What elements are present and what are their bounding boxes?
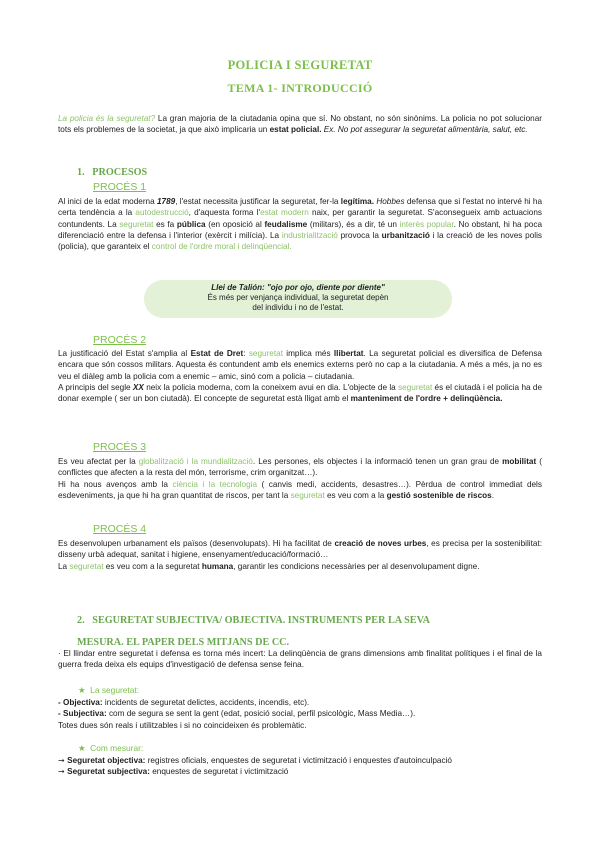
proces-1-heading: PROCÉS 1 — [93, 181, 147, 193]
arrow-icon: ➞ — [58, 756, 65, 765]
proces-3-heading: PROCÉS 3 — [93, 441, 147, 453]
section-2-paragraph: · El llindar entre seguretat i defensa es torna més incert: La delinqüència de grans dimensions amb finalitat polítiques i el final de la guerra freda deixa els equips d'investigació de defensa sense feina. — [58, 649, 542, 670]
section-2-heading: 2. SEGURETAT SUBJECTIVA/ OBJECTIVA. INSTRUMENTS PER LA SEVA MESURA. EL PAPER DELS MITJANS DE CC. — [77, 615, 430, 648]
proces-2-paragraph: La justificació del Estat s'amplia al Estat de Dret: seguretat implica més llibertat. La seguretat policial es diversifica de Defensa encara que són cossos militars. Aquesta és contundent amb els enemics externs però no cap a la ciutadania. A més a més, ja no es veu el diàleg amb la policia com a enemic – amic, sinó com a policia – ciutadania. A principis del segle XX neix la policia moderna, com la coneixem avui en dia. L'objecte de la seguretat és el ciutadà i el policia ha de donar exemple ( ser un bon ciutadà). El concepte de seguretat està lligat amb el manteniment de l'ordre + delinqüència. — [58, 349, 543, 404]
star-icon: ★ — [78, 685, 86, 695]
section-1-heading: 1. PROCESOS — [77, 167, 148, 178]
star-icon: ★ — [78, 743, 86, 753]
la-seguretat-list: - Objectiva: incidents de seguretat delictes, accidents, incendis, etc). - Subjectiva: com de segura se sent la gent (edat, posició social, perfil psicològic, Mass Media…). Totes dues són reals i utilitzables i si no coincideixen és problemàtic. — [58, 698, 416, 730]
proces-1-paragraph: Al inici de la edat moderna 1789, l'estat necessita justificar la seguretat, fer-la legítima. Hobbes defensa que si l'estat no intervé hi ha certa tendència a la autodestrucció, d'aquesta forma l'estat modern naix, per garantir la seguretat. S'aconsegueix amb actuacions contundents. La seguretat es fa pública (en oposició al feudalisme (militars), és a dir, té un interès popular. No obstant, hi ha poca diferenciació entre la defensa i l'interior (exèrcit i milícia). La industrialització provoca la urbanització i la creació de les noves polis (policia), que garanteix el control de l'ordre moral i delinqüencial. — [58, 197, 543, 252]
document-title: POLICIA I SEGURETAT — [227, 58, 373, 72]
proces-3-paragraph: Es veu afectat per la globalització i la mundialització. Les persones, els objectes i la informació tenen un gran grau de mobilitat ( conflictes que afecten a la resta del món, terrorisme, crim organitzat…). Hi ha nous avenços amb la ciència i la tecnologia ( canvis medi, accidents, desastres…). Pèrdua de control immediat dels esdeveniments, ja que hi ha gran quantitat de riscos, per tant la seguretat es veu com a la gestió sostenible de riscos. — [58, 457, 542, 500]
proces-4-heading: PROCÉS 4 — [93, 523, 147, 535]
com-mesurar-list: ➞ Seguretat objectiva: registres oficials, enquestes de seguretat i victimització i enquestes d'autoinculpació ➞ Seguretat subjectiva: enquestes de seguretat i victimització — [58, 756, 452, 777]
com-mesurar-heading: ★ Com mesurar: — [78, 743, 144, 753]
proces-4-paragraph: Es desenvolupen urbanament els països (desenvolupats). Hi ha facilitat de creació de noves urbes, es precisa per la sostenibilitat: disseny urbà adequat, sanitat i higiene, ensenyament/educació/formació… La seguretat es veu com a la seguretat humana, garantir les condicions necessàries per al desenvolupament digne. — [58, 539, 542, 571]
document-subtitle: TEMA 1- INTRODUCCIÓ — [227, 81, 373, 95]
proces-2-heading: PROCÉS 2 — [93, 334, 147, 346]
arrow-icon: ➞ — [58, 767, 65, 777]
callout-llei-talion: Llei de Talión: "ojo por ojo, diente por diente" És més per venjança individual, la seguretat depèn del individu i no de l'estat. — [144, 280, 452, 318]
intro-question: La policia és la seguretat? — [58, 114, 156, 123]
intro-paragraph: La policia és la seguretat? La gran majoria de la ciutadania opina que sí. No obstant, no són sinònims. La policia no pot solucionar tots els problemes de la societat, ja que això implicaria un estat policial. Ex. No pot assegurar la seguretat alimentària, salut, etc. — [58, 114, 542, 135]
la-seguretat-heading: ★ La seguretat: — [78, 685, 140, 695]
